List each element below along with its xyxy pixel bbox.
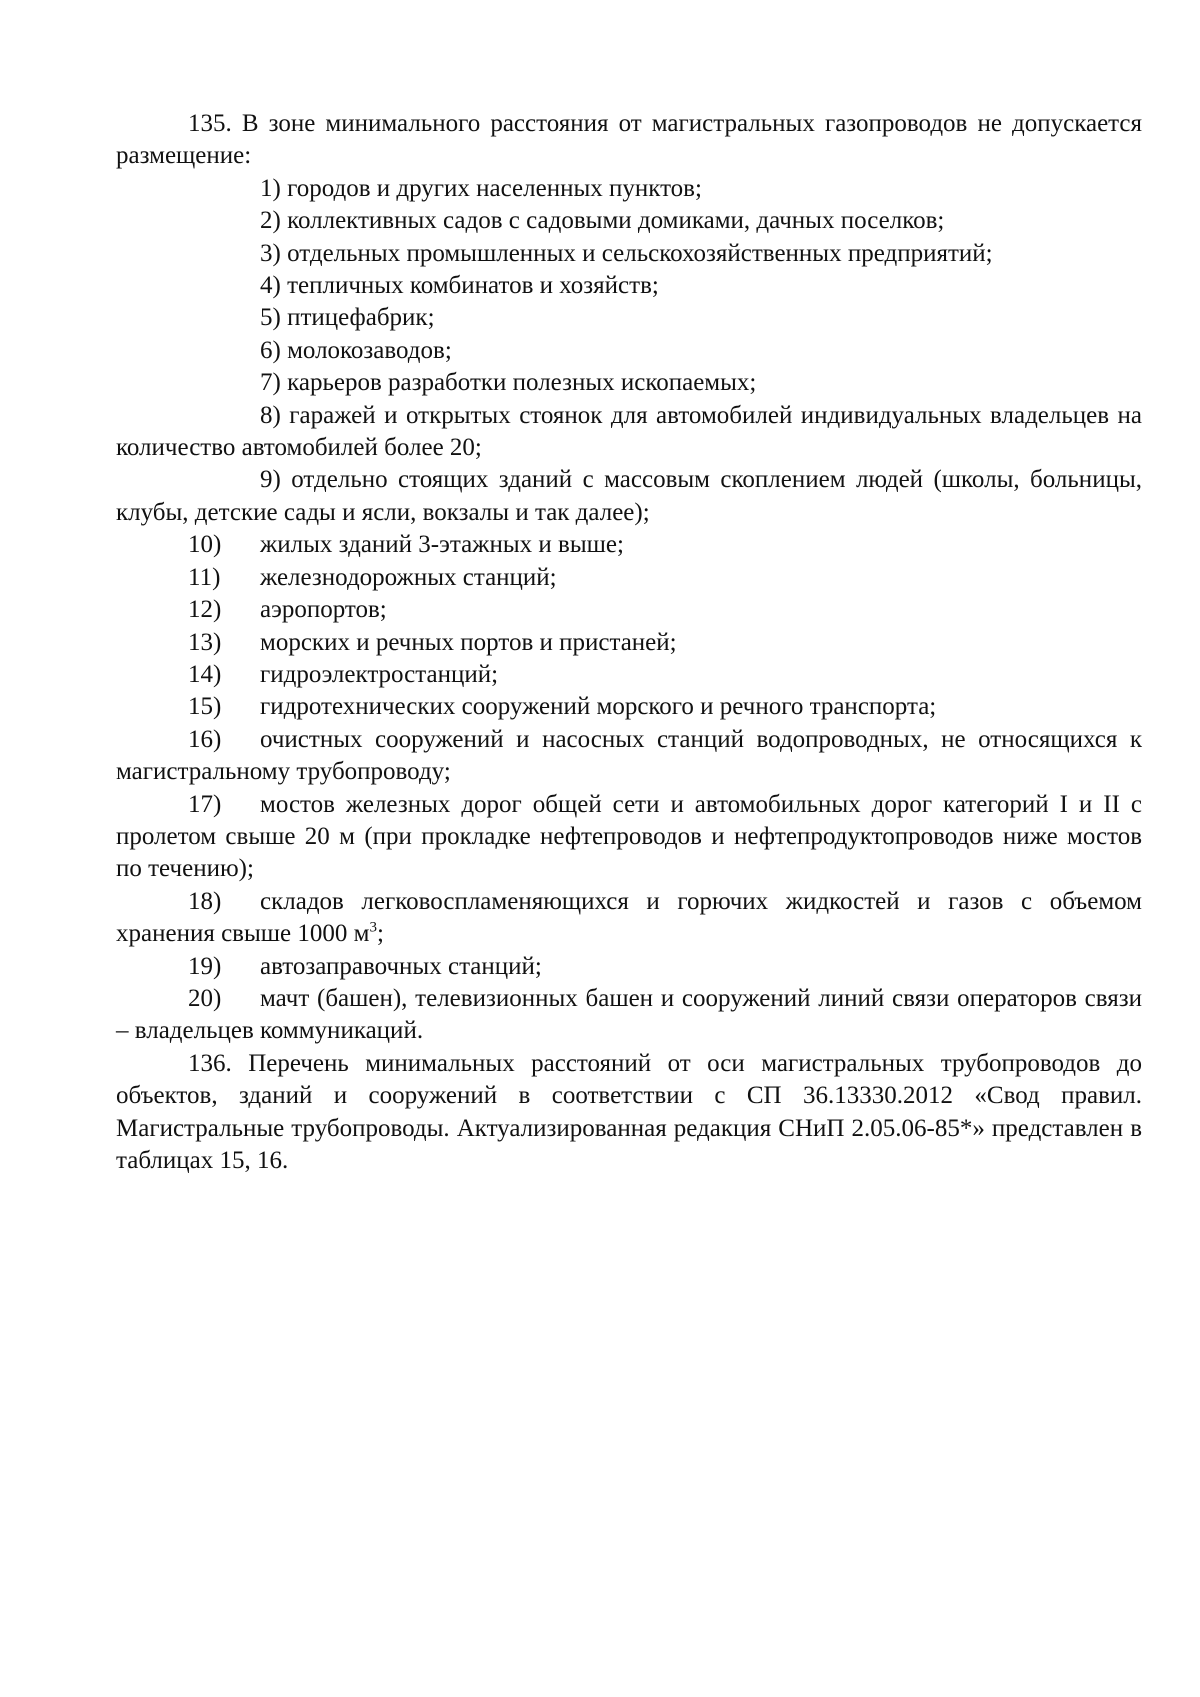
paragraph-136: 136. Перечень минимальных расстояний от оси магистральных трубопроводов до объектов, зданий и сооружений в соответствии с СП 36.13330.2012 «Свод правил. Магистральные трубопроводы. Актуализированная редакция СНиП 2.05.06-85*» представлен в таблицах 15, 16.: [116, 1049, 1142, 1174]
list-item-text: молокозаводов;: [287, 336, 452, 364]
list-item-number: 13): [188, 628, 222, 656]
list-item-text: карьеров разработки полезных ископаемых;: [287, 369, 757, 397]
list-item-text: отдельно стоящих зданий с массовым скоплением людей (школы, больницы, клубы, детские сады и ясли, вокзалы и так далее);: [116, 466, 1142, 526]
list-item-text: птицефабрик;: [287, 304, 435, 332]
list-item-text: мостов железных дорог общей сети и автомобильных дорог категорий I и II с пролетом свыше 20 м (при прокладке нефтепроводов и нефтепродуктопроводов ниже мостов по течению);: [116, 790, 1142, 883]
list-item-text: коллективных садов с садовыми домиками, дачных поселков;: [287, 207, 945, 235]
list-item-text: отдельных промышленных и сельскохозяйственных предприятий;: [287, 239, 993, 267]
list-item-text: автозаправочных станций;: [260, 952, 542, 980]
list-item-number: 16): [188, 725, 222, 753]
paragraph-135: 135. В зоне минимального расстояния от магистральных газопроводов не допускается размещение:: [116, 110, 1142, 170]
list-item-number: 10): [188, 531, 222, 559]
list-item: [116, 594, 1142, 626]
list-item-text: железнодорожных станций;: [260, 563, 557, 591]
list-item: [116, 335, 1142, 367]
list-item: [116, 659, 1142, 691]
list-item-number: 8): [260, 401, 281, 429]
list-item-text: мачт (башен), телевизионных башен и сооружений линий связи операторов связи – владельцев коммуникаций.: [116, 984, 1142, 1045]
list-item-number: 1): [260, 174, 281, 202]
list-item: [116, 400, 1142, 465]
list-wide-items: [116, 529, 1142, 1048]
list-item: [116, 238, 1142, 270]
list-item: [116, 173, 1142, 205]
list-item-number: 18): [188, 887, 222, 915]
list-item: [116, 627, 1142, 659]
list-item: [116, 789, 1142, 886]
list-item-text: жилых зданий 3-этажных и выше;: [260, 531, 624, 559]
list-item: [116, 983, 1142, 1048]
list-item-punctuation: ;: [376, 920, 384, 948]
list-item-number: 14): [188, 660, 222, 688]
list-item-number: 9): [260, 466, 281, 494]
list-item-text: городов и других населенных пунктов;: [287, 174, 702, 202]
list-item: [116, 529, 1142, 561]
list-item-text: гидроэлектростанций;: [260, 660, 499, 688]
list-item-text: аэропортов;: [260, 596, 387, 624]
list-item-number: 7): [260, 369, 281, 397]
list-item-number: 15): [188, 693, 222, 721]
list-item-number: 2): [260, 207, 281, 235]
list-item: [116, 691, 1142, 723]
list-item-number: 17): [188, 790, 222, 818]
list-item-text: тепличных комбинатов и хозяйств;: [287, 272, 659, 300]
list-item-text: гидротехнических сооружений морского и речного транспорта;: [260, 693, 937, 721]
list-item: [116, 464, 1142, 529]
list-item-number: 20): [188, 984, 222, 1012]
superscript: 3: [369, 919, 377, 936]
list-item: [116, 205, 1142, 237]
list-item: [116, 886, 1142, 951]
list-item-text: гаражей и открытых стоянок для автомобилей индивидуальных владельцев на количество автомобилей более 20;: [116, 401, 1143, 462]
list-short-items: [116, 173, 1142, 529]
list-item-number: 19): [188, 952, 222, 980]
list-item-number: 12): [188, 596, 222, 624]
document-page: [116, 108, 1142, 1177]
list-item: [116, 270, 1142, 302]
list-item-text: очистных сооружений и насосных станций водопроводных, не относящихся к магистральному трубопроводу;: [116, 725, 1142, 786]
list-item: [116, 302, 1142, 334]
list-item-number: 6): [260, 336, 281, 364]
list-item-number: 4): [260, 272, 281, 300]
list-item-text: морских и речных портов и пристаней;: [260, 628, 677, 656]
list-item-text: складов легковоспламеняющихся и горючих жидкостей и газов с объемом хранения свыше 1000 м: [116, 887, 1142, 948]
list-item: [116, 367, 1142, 399]
list-item: [116, 562, 1142, 594]
list-item: [116, 724, 1142, 789]
list-item-number: 11): [188, 563, 221, 591]
list-item-number: 5): [260, 304, 281, 332]
list-item: [116, 951, 1142, 983]
list-item-number: 3): [260, 239, 281, 267]
